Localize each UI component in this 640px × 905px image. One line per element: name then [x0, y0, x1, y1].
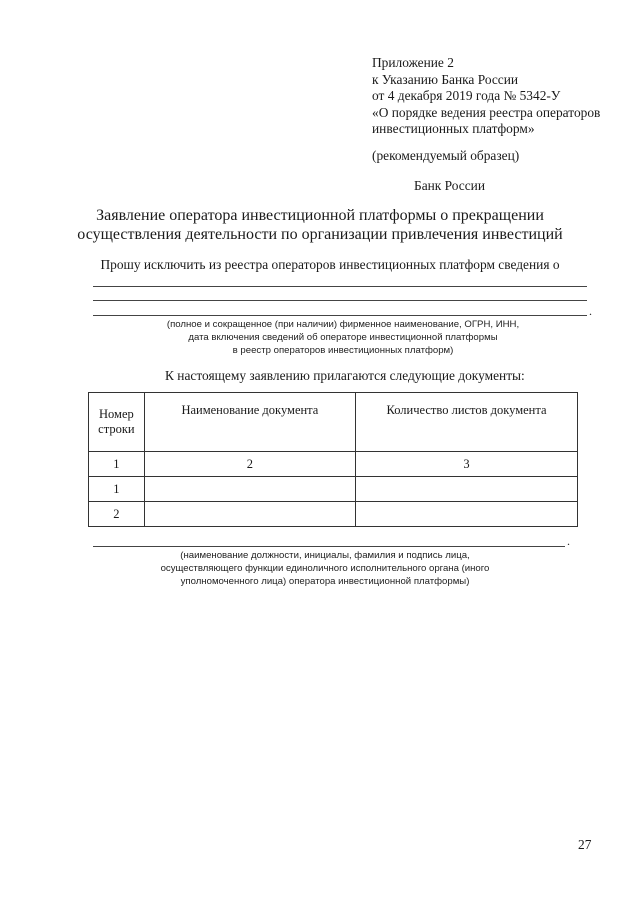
documents-table — [88, 392, 578, 527]
appendix-line: инвестиционных платформ» — [372, 121, 535, 136]
table-row — [89, 477, 578, 502]
title-line: осуществления деятельности по организации привлечения инвестиций — [77, 226, 563, 243]
request-text: Прошу исключить из реестра операторов инвестиционных платформ сведения о — [100, 257, 560, 272]
header-line: строки — [98, 422, 135, 436]
appendix-line: Приложение 2 — [372, 55, 454, 70]
table-cell: 3 — [356, 452, 578, 477]
signature-line — [93, 546, 565, 547]
table-cell[interactable] — [356, 477, 578, 502]
appendix-line: к Указанию Банка России — [372, 71, 519, 87]
sample-note: (рекомендуемый образец) — [372, 148, 520, 163]
caption-line: уполномоченного лица) оператора инвестиционной платформы) — [180, 576, 470, 587]
appendix-header — [372, 55, 600, 138]
page-number: 27 — [578, 837, 592, 852]
operator-caption — [148, 318, 538, 357]
table-row — [89, 452, 578, 477]
header-document-name: Наименование документа — [144, 393, 355, 452]
fill-line — [93, 286, 587, 287]
document-title — [60, 206, 580, 244]
table-cell[interactable] — [144, 477, 355, 502]
signature-end-dot: . — [567, 534, 570, 548]
caption-line: (наименование должности, инициалы, фамилия и подпись лица, — [180, 550, 470, 561]
appendix-line: от 4 декабря 2019 года № 5342-У — [372, 88, 561, 103]
caption-line: дата включения сведений об операторе инвестиционной платформы — [188, 332, 498, 343]
caption-line: в реестр операторов инвестиционных платформ) — [232, 345, 454, 356]
table-cell: 1 — [89, 452, 145, 477]
header-row-number — [89, 393, 145, 452]
attached-documents-text: К настоящему заявлению прилагаются следующие документы: — [165, 368, 525, 383]
title-line: Заявление оператора инвестиционной платформы о прекращении — [96, 207, 544, 224]
table-row — [89, 502, 578, 527]
addressee: Банк России — [414, 178, 486, 193]
table-cell: 2 — [144, 452, 355, 477]
header-sheet-count: Количество листов документа — [356, 393, 578, 452]
header-line: Номер — [99, 407, 134, 421]
fill-line — [93, 300, 587, 301]
table-cell: 1 — [89, 477, 145, 502]
table-cell[interactable] — [356, 502, 578, 527]
table-header-row — [89, 393, 578, 452]
fill-end-dot: . — [589, 304, 592, 318]
appendix-line: «О порядке ведения реестра операторов — [372, 104, 601, 120]
table-cell: 2 — [89, 502, 145, 527]
fill-line — [93, 315, 587, 316]
caption-line: (полное и сокращенное (при наличии) фирменное наименование, ОГРН, ИНН, — [166, 319, 520, 330]
caption-line: осуществляющего функции единоличного исполнительного органа (иного — [160, 563, 490, 574]
table-cell[interactable] — [144, 502, 355, 527]
signature-caption — [160, 549, 490, 588]
